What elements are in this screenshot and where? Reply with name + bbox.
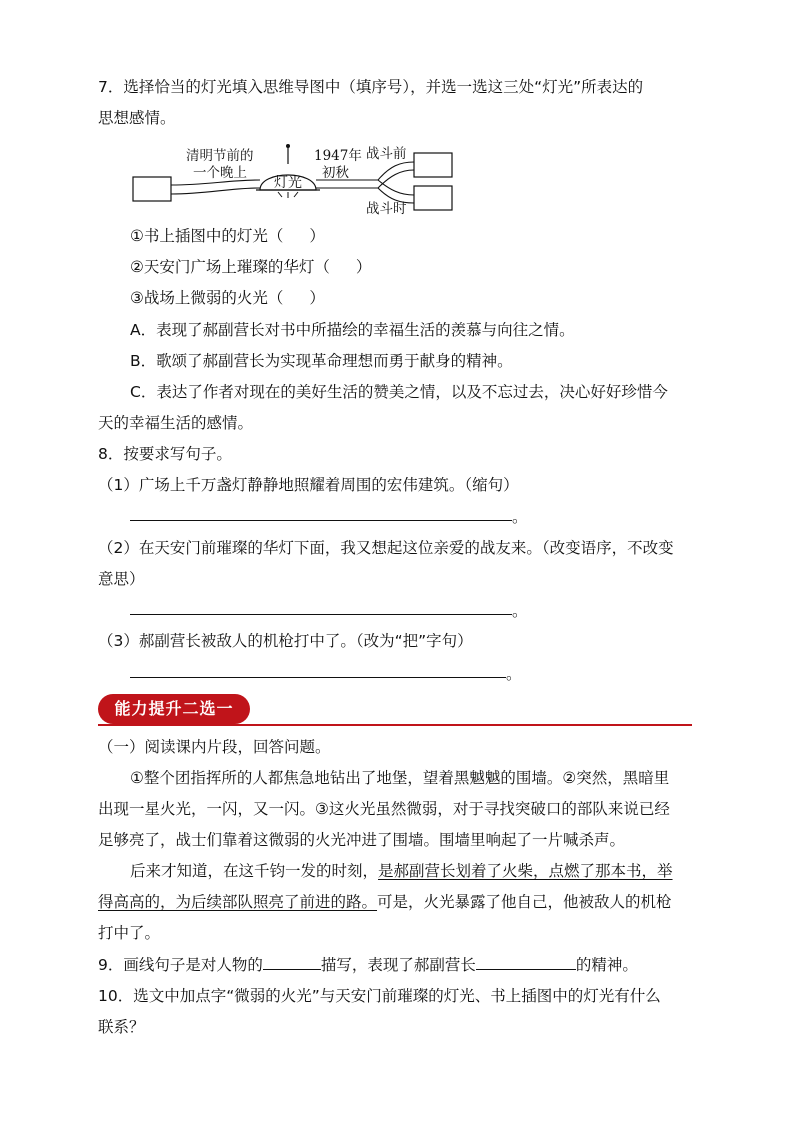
q7-option-b: B．歌颂了郝副营长为实现革命理想而勇于献身的精神。: [130, 352, 513, 370]
underlined-sentence: 是郝副营长划着了火柴，点燃了那本书，举: [378, 862, 673, 880]
mind-map-answer-box-top[interactable]: [414, 153, 452, 177]
mind-map-right-label-1: 1947年: [314, 148, 362, 164]
q7-item-1: [130, 225, 325, 247]
q9-part-1: 9．画线句子是对人物的: [98, 956, 263, 974]
q7-item-3: [130, 287, 325, 309]
q7-item-3-close: ）: [309, 289, 325, 307]
mind-map-left-label-2: 一个晚上: [193, 165, 247, 181]
q8-answer-1-period: 。: [512, 508, 528, 526]
q7-option-a: A．表现了郝副营长对书中所描绘的幸福生活的羡慕与向往之情。: [130, 321, 575, 339]
q8-sentence-2-line-2: 意思）: [98, 570, 145, 588]
reading-intro: （一）阅读课内片段，回答问题。: [98, 738, 331, 756]
underlined-sentence-cont: 得高高的，为后续部队照亮了前进的路。: [98, 893, 378, 911]
q8-sentence-1: （1）广场上千万盏灯静静地照耀着周围的宏伟建筑。（缩句）: [98, 476, 519, 494]
passage-p2-text: 后来才知道，在这千钧一发的时刻，: [130, 862, 379, 880]
q10-line-1: 10．选文中加点字“微弱的火光”与天安门前璀璨的灯光、书上插图中的灯光有什么: [98, 987, 661, 1005]
q7-item-2-close: ）: [355, 258, 372, 276]
q8-answer-2-period: 。: [512, 602, 528, 620]
q7-option-c-line-2: 天的幸福生活的感情。: [98, 414, 254, 432]
q8-sentence-2-line-1: （2）在天安门前璀璨的华灯下面，我又想起这位亲爱的战友来。（改变语序，不改变: [98, 539, 674, 557]
q7-item-1-text: ①书上插图中的灯光（: [130, 227, 284, 245]
mind-map-diagram: [128, 140, 458, 218]
mind-map-answer-box-bottom[interactable]: [414, 186, 452, 210]
q7-item-2-text: ②天安门广场上璀璨的华灯（: [130, 258, 330, 276]
q7-item-3-text: ③战场上微弱的火光（: [130, 289, 284, 307]
q10-line-2: 联系？: [98, 1018, 145, 1036]
q8-answer-line-2[interactable]: [130, 614, 512, 615]
mind-map-branch-bottom: 战斗时: [366, 201, 407, 217]
q8-answer-line-3[interactable]: [130, 677, 506, 678]
q7-line-1: 7．选择恰当的灯光填入思维导图中（填序号），并选一选这三处“灯光”所表达的: [98, 78, 644, 96]
passage-p1-line-3: 足够亮了，战士们靠着这微弱的火光冲进了围墙。围墙里响起了一片喊杀声。: [98, 831, 626, 849]
q7-option-c-line-1: C．表达了作者对现在的美好生活的赞美之情，以及不忘过去，决心好好珍惜今: [130, 383, 668, 401]
q8-title: 8．按要求写句子。: [98, 445, 232, 463]
passage-p2-line-1: [130, 860, 673, 882]
q7-item-1-close: ）: [309, 227, 325, 245]
mind-map-branch-top: 战斗前: [366, 146, 407, 162]
q8-sentence-3: （3）郝副营长被敌人的机枪打中了。（改为“把”字句）: [98, 632, 473, 650]
section-badge: 能力提升二选一: [98, 694, 250, 724]
q9: [98, 953, 638, 976]
q7-item-2: [130, 256, 371, 278]
q8-answer-line-1[interactable]: [130, 520, 512, 521]
passage-p2-line-2: [98, 891, 672, 913]
q9-blank-2[interactable]: [476, 953, 576, 970]
passage-p1-line-2: 出现一星火光，一闪，又一闪。③这火光虽然微弱，对于寻找突破口的部队来说已经: [98, 800, 670, 818]
mind-map-center-label: 灯光: [274, 175, 302, 191]
q9-blank-1[interactable]: [263, 953, 321, 970]
mind-map-left-label-1: 清明节前的: [186, 148, 254, 164]
section-rule: [98, 724, 692, 726]
passage-p1-line-1: ①整个团指挥所的人都焦急地钻出了地堡，望着黑魆魆的围墙。②突然，黑暗里: [130, 769, 670, 787]
mind-map-answer-box-left[interactable]: [133, 177, 171, 201]
passage-p2-line-3: 打中了。: [98, 924, 161, 942]
q7-line-2: 思想感情。: [98, 109, 176, 127]
q8-answer-3-period: 。: [506, 665, 522, 683]
passage-p2-text-cont: 可是，火光暴露了他自己，他被敌人的机枪: [377, 893, 672, 911]
mind-map-right-label-2: 初秋: [322, 165, 349, 181]
q9-part-2: 描写，表现了郝副营长: [320, 956, 476, 974]
q9-part-3: 的精神。: [575, 956, 638, 974]
